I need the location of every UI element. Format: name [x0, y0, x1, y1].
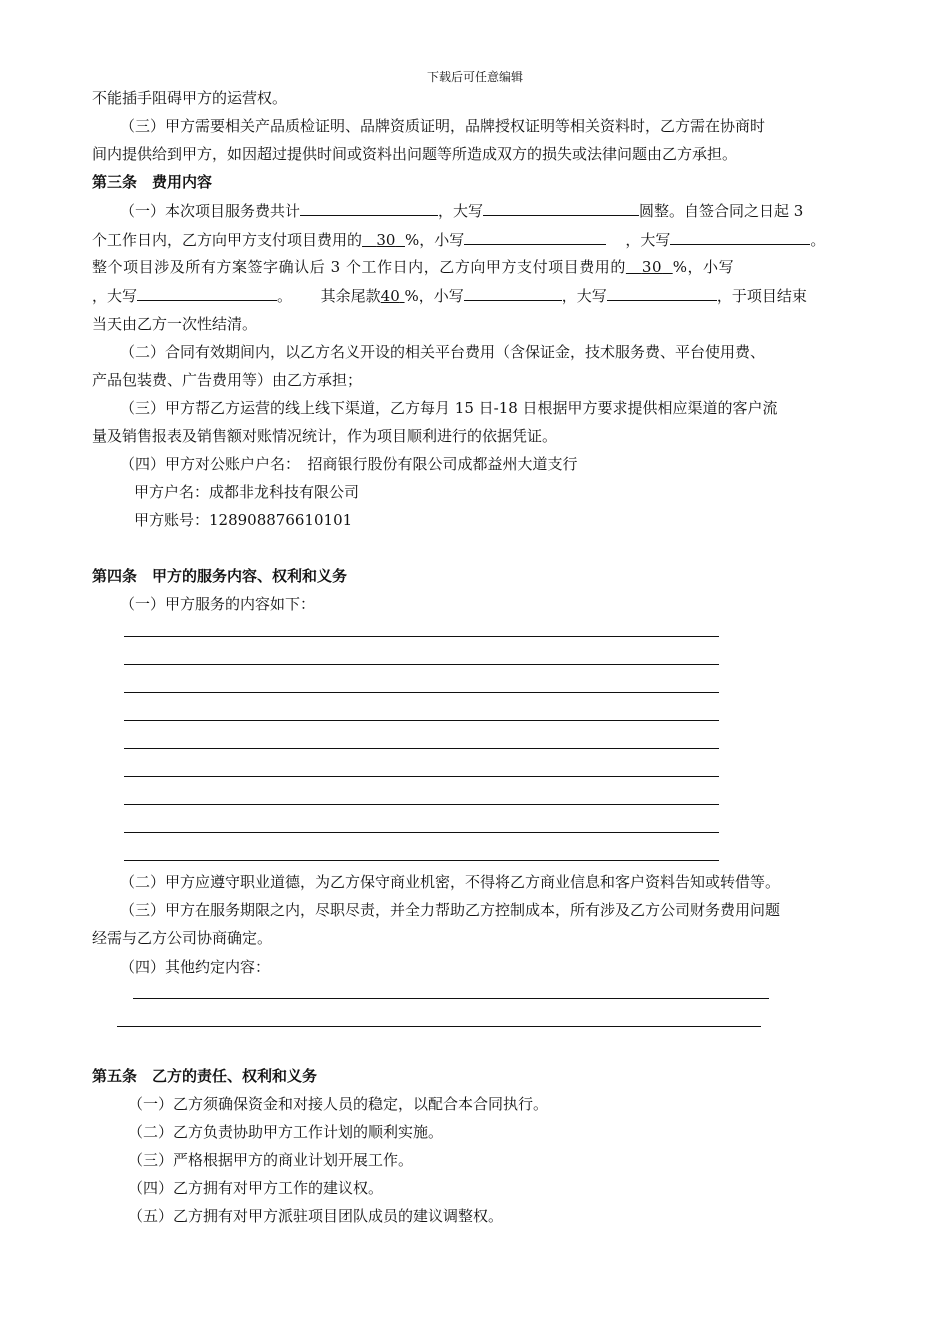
text: ，大写: [625, 231, 671, 249]
fill-line[interactable]: [124, 804, 719, 805]
payment-1-words-blank[interactable]: [670, 229, 810, 245]
fill-line[interactable]: [124, 720, 719, 721]
article-4-title: 第四条 甲方的服务内容、权利和义务: [92, 567, 348, 585]
fill-line[interactable]: [124, 692, 719, 693]
percent-1-value: 30: [376, 231, 396, 249]
percent-2-value: 30: [641, 258, 663, 276]
total-fee-figure-blank[interactable]: [300, 200, 438, 216]
list-item: （一）乙方须确保资金和对接人员的稳定，以配合本合同执行。: [128, 1095, 549, 1113]
list-item: （二）乙方负责协助甲方工作计划的顺利实施。: [128, 1123, 444, 1141]
list-item: （五）乙方拥有对甲方派驻项目团队成员的建议调整权。: [128, 1207, 504, 1225]
fill-line[interactable]: [124, 832, 719, 833]
list-item: （四）乙方拥有对甲方工作的建议权。: [128, 1179, 384, 1197]
paragraph-line: （四）其他约定内容：: [120, 958, 271, 976]
fee-line-4: [92, 285, 807, 306]
paragraph-line: （一）甲方服务的内容如下：: [120, 595, 316, 613]
paragraph-line: （二）合同有效期间内，以乙方名义开设的相关平台费用（含保证金，技术服务费、平台使用费、: [120, 343, 766, 361]
fill-line[interactable]: [124, 748, 719, 749]
payment-2-words-blank[interactable]: [137, 285, 277, 301]
text: %，小写: [404, 287, 464, 305]
fill-line[interactable]: [124, 776, 719, 777]
paragraph-line: 间内提供给到甲方，如因超过提供时间或资料出问题等所造成双方的损失或法律问题由乙方承担。: [92, 145, 738, 163]
party-a-account: 甲方账号：128908876610101: [134, 511, 353, 529]
fee-line-2: [92, 229, 825, 250]
text: %，小写: [672, 258, 735, 276]
paragraph-line: 不能插手阻碍甲方的运营权。: [92, 89, 288, 107]
text: ，大写: [438, 202, 484, 220]
text: ，大写: [92, 287, 138, 305]
paragraph-line: 当天由乙方一次性结清。: [92, 315, 258, 333]
balance-words-blank[interactable]: [607, 285, 717, 301]
article-5-title: 第五条 乙方的责任、权利和义务: [92, 1067, 318, 1085]
payment-1-figure-blank[interactable]: [464, 229, 606, 245]
paragraph-line: 产品包装费、广告费用等）由乙方承担；: [92, 371, 363, 389]
fill-line[interactable]: [124, 860, 719, 861]
fill-line[interactable]: [124, 664, 719, 665]
percent-3-value: 40: [380, 287, 400, 305]
list-item: （三）严格根据甲方的商业计划开展工作。: [128, 1151, 414, 1169]
percent-1: [362, 231, 405, 249]
bank-account-name: （四）甲方对公账户户名： 招商银行股份有限公司成都益州大道支行: [120, 455, 578, 473]
fee-line-3: [92, 257, 734, 277]
paragraph-line: （二）甲方应遵守职业道德，为乙方保守商业机密，不得将乙方商业信息和客户资料告知或转借等。: [120, 873, 781, 891]
paragraph-line: （三）甲方需要相关产品质检证明、品牌资质证明，品牌授权证明等相关资料时，乙方需在协商时: [120, 117, 766, 135]
text: 整个项目涉及所有方案签字确认后 3 个工作日内，乙方向甲方支付项目费用的: [92, 258, 626, 276]
text: 圆整。自签合同之日起 3: [639, 202, 804, 220]
paragraph-line: （三）甲方在服务期限之内，尽职尽责，并全力帮助乙方控制成本，所有涉及乙方公司财务费用问题: [120, 901, 781, 919]
page-header: 下载后可任意编辑: [426, 70, 523, 84]
percent-2: [626, 258, 673, 276]
text: %，小写: [404, 231, 465, 249]
text: ，大写: [561, 287, 607, 305]
text: （一）本次项目服务费共计: [120, 202, 301, 220]
text: 个工作日内，乙方向甲方支付项目费用的: [92, 231, 363, 249]
text: 。: [810, 231, 826, 249]
percent-3: [381, 287, 405, 305]
total-fee-words-blank[interactable]: [483, 200, 639, 216]
fee-line-1: [120, 200, 803, 221]
other-terms-line[interactable]: [133, 998, 769, 999]
paragraph-line: 经需与乙方公司协商确定。: [92, 929, 273, 947]
paragraph-line: （三）甲方帮乙方运营的线上线下渠道，乙方每月 15 日-18 日根据甲方要求提供相应渠道的客户流: [120, 399, 778, 417]
other-terms-line[interactable]: [117, 1026, 761, 1027]
paragraph-line: 量及销售报表及销售额对账情况统计，作为项目顺利进行的依据凭证。: [92, 427, 558, 445]
fill-line[interactable]: [124, 636, 719, 637]
text: 其余尾款: [320, 287, 381, 305]
party-a-name: 甲方户名：成都非龙科技有限公司: [134, 483, 360, 501]
text: ，于项目结束: [716, 287, 807, 305]
article-3-title: 第三条 费用内容: [92, 173, 213, 191]
balance-figure-blank[interactable]: [464, 285, 562, 301]
text: 。: [277, 287, 293, 305]
